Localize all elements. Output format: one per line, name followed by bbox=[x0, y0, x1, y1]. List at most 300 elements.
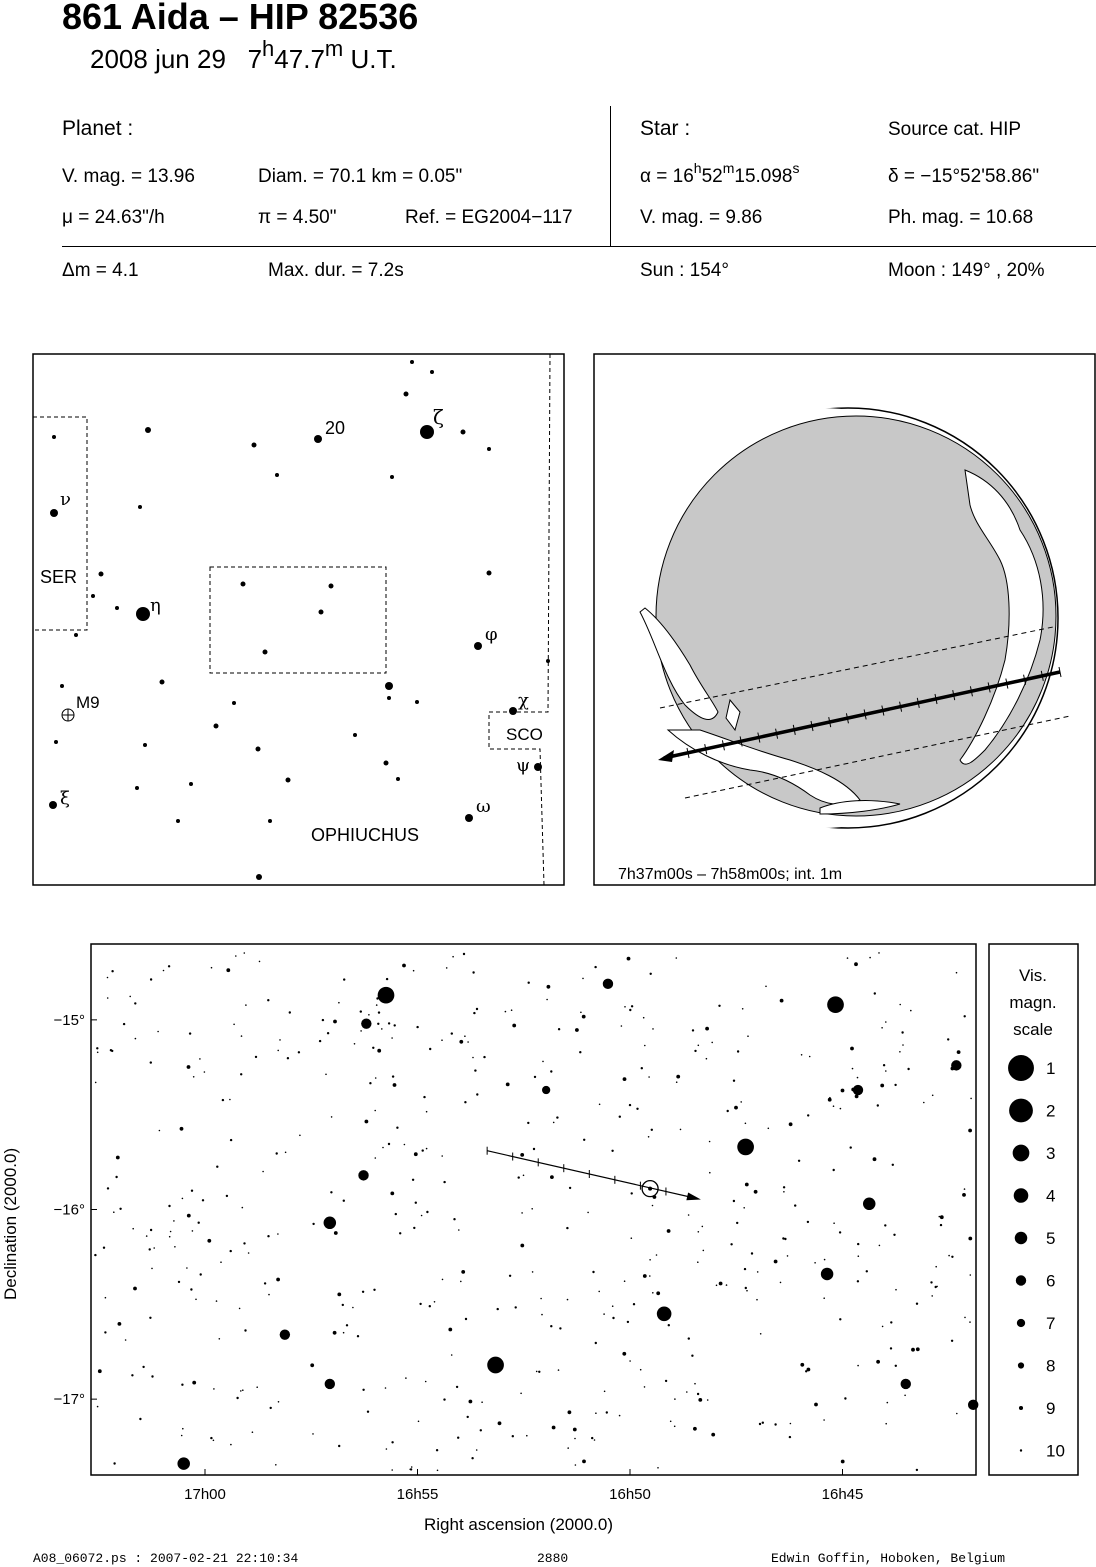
faint-star bbox=[688, 1337, 690, 1339]
faint-star bbox=[391, 1469, 393, 1471]
faint-star bbox=[245, 1004, 247, 1006]
faint-star bbox=[768, 1128, 770, 1130]
faint-star bbox=[189, 1032, 191, 1034]
faint-star bbox=[331, 1116, 333, 1118]
faint-star bbox=[456, 1386, 458, 1388]
label-m9: M9 bbox=[76, 693, 100, 712]
faint-star bbox=[476, 1449, 478, 1451]
faint-star bbox=[178, 1281, 180, 1283]
faint-star bbox=[692, 1029, 694, 1031]
faint-star bbox=[762, 1422, 764, 1424]
scale-title-2: magn. bbox=[1009, 993, 1057, 1012]
star-source: Source cat. HIP bbox=[888, 119, 1022, 140]
faint-star bbox=[566, 1227, 568, 1229]
catalog-star bbox=[324, 1217, 337, 1230]
faint-star bbox=[192, 1230, 194, 1232]
faint-star bbox=[334, 1231, 338, 1235]
faint-star bbox=[267, 999, 269, 1001]
faint-star bbox=[824, 1259, 826, 1261]
faint-star bbox=[509, 1275, 511, 1277]
faint-star bbox=[895, 1365, 897, 1367]
scale-value: 10 bbox=[1046, 1441, 1065, 1461]
faint-star bbox=[641, 1067, 643, 1069]
scale-value: 4 bbox=[1046, 1186, 1056, 1206]
path-arrowhead bbox=[686, 1192, 701, 1200]
faint-star bbox=[222, 1099, 224, 1101]
label-ser: SER bbox=[40, 567, 78, 587]
faint-star bbox=[885, 1423, 887, 1425]
faint-star bbox=[583, 1139, 585, 1141]
globe-caption: 7h37m00s – 7h58m00s; int. 1m bbox=[618, 866, 843, 883]
faint-star bbox=[391, 1441, 393, 1443]
event-minute: 47.7 bbox=[274, 44, 325, 74]
faint-star bbox=[877, 1104, 879, 1106]
faint-star bbox=[416, 1026, 418, 1028]
finder-star bbox=[99, 572, 104, 577]
finder-star bbox=[50, 509, 58, 517]
faint-star bbox=[874, 992, 876, 994]
scale-value: 8 bbox=[1046, 1356, 1056, 1376]
faint-star bbox=[123, 1023, 125, 1025]
faint-star bbox=[643, 1274, 647, 1278]
faint-star bbox=[850, 1047, 854, 1051]
faint-star bbox=[278, 1401, 280, 1403]
finder-star bbox=[390, 475, 394, 479]
faint-star bbox=[151, 1268, 153, 1270]
faint-star bbox=[784, 1238, 786, 1240]
time-scale: U.T. bbox=[350, 44, 397, 74]
finder-star bbox=[487, 571, 492, 576]
faint-star bbox=[362, 1291, 364, 1293]
finder-star bbox=[135, 786, 139, 790]
faint-star bbox=[624, 1280, 626, 1282]
label-chi: χ bbox=[518, 690, 529, 711]
faint-star bbox=[789, 1436, 791, 1438]
finder-star bbox=[263, 650, 268, 655]
faint-star bbox=[644, 1045, 646, 1047]
faint-star bbox=[807, 1114, 809, 1116]
faint-star bbox=[550, 1070, 552, 1072]
finder-star bbox=[461, 430, 466, 435]
faint-star bbox=[801, 1054, 803, 1056]
faint-star bbox=[98, 1369, 102, 1373]
faint-star bbox=[542, 1061, 544, 1063]
faint-star bbox=[534, 1076, 536, 1078]
faint-star bbox=[195, 1299, 197, 1301]
catalog-star bbox=[827, 996, 844, 1013]
faint-star bbox=[343, 1332, 345, 1334]
faint-star bbox=[200, 1273, 202, 1275]
faint-star bbox=[375, 1077, 377, 1079]
faint-star bbox=[697, 1261, 699, 1263]
faint-star bbox=[204, 1071, 206, 1073]
faint-star bbox=[880, 1084, 884, 1088]
faint-star bbox=[241, 1035, 243, 1037]
faint-star bbox=[235, 955, 237, 957]
ra-h-unit: h bbox=[693, 160, 702, 176]
faint-star bbox=[469, 1400, 473, 1404]
faint-star bbox=[587, 1212, 589, 1214]
faint-star bbox=[883, 1064, 885, 1066]
faint-star bbox=[694, 1383, 696, 1385]
faint-star bbox=[298, 1051, 300, 1053]
faint-star bbox=[648, 1136, 650, 1138]
faint-star bbox=[115, 1176, 117, 1178]
faint-star bbox=[388, 1022, 390, 1024]
faint-star bbox=[809, 1056, 811, 1058]
faint-star bbox=[823, 1297, 825, 1299]
finder-star bbox=[268, 819, 272, 823]
scale-title-1: Vis. bbox=[1018, 966, 1048, 985]
faint-star bbox=[399, 1232, 401, 1234]
faint-star bbox=[395, 1213, 397, 1215]
faint-star bbox=[782, 1237, 784, 1239]
faint-star bbox=[558, 1028, 560, 1030]
faint-star bbox=[111, 970, 113, 972]
faint-star bbox=[451, 1354, 453, 1356]
faint-star bbox=[709, 1172, 711, 1174]
faint-star bbox=[118, 1322, 122, 1326]
faint-star bbox=[706, 1058, 708, 1060]
faint-star bbox=[173, 1220, 175, 1222]
moon-info: Moon : 149° , 20% bbox=[888, 260, 1045, 281]
faint-star bbox=[459, 1040, 463, 1044]
faint-star bbox=[180, 1127, 184, 1131]
faint-star bbox=[528, 982, 530, 984]
faint-star bbox=[932, 1095, 934, 1097]
finder-star bbox=[353, 733, 357, 737]
faint-star bbox=[498, 1421, 502, 1425]
faint-star bbox=[213, 1440, 215, 1442]
faint-star bbox=[592, 1271, 594, 1273]
faint-star bbox=[342, 1304, 344, 1306]
max-duration: Max. dur. = 7.2s bbox=[268, 260, 404, 281]
finder-star bbox=[384, 761, 389, 766]
faint-star bbox=[798, 1160, 800, 1162]
faint-star bbox=[236, 1397, 238, 1399]
faint-star bbox=[885, 1021, 887, 1023]
faint-star bbox=[697, 1393, 699, 1395]
faint-star bbox=[553, 1122, 555, 1124]
faint-star bbox=[480, 1429, 482, 1431]
faint-star bbox=[242, 1207, 244, 1209]
faint-star bbox=[532, 1271, 534, 1273]
faint-star bbox=[523, 1175, 525, 1177]
faint-star bbox=[119, 1208, 121, 1210]
faint-star bbox=[146, 1235, 148, 1237]
faint-star bbox=[216, 1166, 218, 1168]
finder-star bbox=[534, 763, 542, 771]
faint-star bbox=[464, 1035, 466, 1037]
faint-star bbox=[240, 1390, 242, 1392]
faint-star bbox=[737, 1050, 739, 1052]
x-axis-label: Right ascension (2000.0) bbox=[424, 1515, 614, 1534]
faint-star bbox=[391, 1037, 393, 1039]
catalog-stars bbox=[177, 979, 978, 1470]
faint-star bbox=[252, 1431, 254, 1433]
faint-star bbox=[962, 1193, 966, 1197]
faint-star bbox=[676, 1075, 680, 1079]
scale-value: 5 bbox=[1046, 1229, 1056, 1248]
finder-stars bbox=[49, 360, 550, 880]
finder-star bbox=[143, 743, 147, 747]
faint-star bbox=[150, 1061, 152, 1063]
faint-star bbox=[472, 1057, 474, 1059]
faint-star bbox=[969, 1321, 971, 1323]
faint-star bbox=[240, 1073, 242, 1075]
faint-star bbox=[226, 1195, 228, 1197]
faint-star bbox=[457, 1437, 459, 1439]
planet-reference: Ref. = EG2004−117 bbox=[405, 207, 573, 228]
faint-star bbox=[357, 1335, 359, 1337]
finder-star bbox=[189, 782, 193, 786]
faint-star bbox=[230, 1250, 232, 1252]
faint-star bbox=[956, 1413, 958, 1415]
finder-star bbox=[49, 801, 57, 809]
faint-star bbox=[443, 1398, 445, 1400]
planet-motion: μ = 24.63"/h bbox=[62, 207, 165, 228]
faint-star bbox=[230, 1139, 232, 1141]
faint-star bbox=[207, 1239, 211, 1243]
faint-star bbox=[656, 1254, 658, 1256]
faint-star bbox=[135, 1038, 137, 1040]
planet-parallax: π = 4.50" bbox=[258, 207, 337, 228]
faint-star bbox=[774, 1423, 776, 1425]
faint-star bbox=[866, 1270, 868, 1272]
catalog-star bbox=[177, 1457, 190, 1470]
faint-star bbox=[471, 1457, 473, 1459]
faint-star bbox=[931, 1295, 933, 1297]
faint-star bbox=[521, 1212, 523, 1214]
faint-star bbox=[333, 1331, 337, 1335]
faint-star bbox=[467, 1416, 469, 1418]
x-tick-label: 16h55 bbox=[396, 1486, 439, 1503]
faint-star bbox=[405, 1377, 407, 1379]
faint-star bbox=[325, 1074, 327, 1076]
faint-star bbox=[556, 1116, 558, 1118]
faint-star bbox=[385, 1387, 387, 1389]
faint-star bbox=[652, 1205, 654, 1207]
faint-star bbox=[869, 957, 871, 959]
faint-star bbox=[338, 1002, 340, 1004]
faint-star bbox=[255, 1056, 257, 1058]
faint-star bbox=[711, 1042, 713, 1044]
faint-star bbox=[939, 1216, 941, 1218]
faint-star bbox=[453, 1218, 455, 1220]
faint-star bbox=[854, 962, 858, 966]
faint-star bbox=[226, 968, 230, 972]
faint-star bbox=[142, 1366, 144, 1368]
faint-star bbox=[839, 1318, 841, 1320]
faint-star bbox=[422, 1149, 424, 1151]
faint-star bbox=[674, 1398, 676, 1400]
faint-star bbox=[368, 1014, 370, 1016]
faint-star bbox=[823, 1419, 825, 1421]
faint-star bbox=[413, 970, 415, 972]
faint-star bbox=[805, 1370, 807, 1372]
faint-star bbox=[133, 1287, 137, 1291]
faint-star bbox=[740, 1101, 742, 1103]
faint-star bbox=[743, 1207, 745, 1209]
faint-star bbox=[464, 1101, 466, 1103]
faint-star bbox=[330, 1191, 332, 1193]
faint-star bbox=[437, 1470, 439, 1472]
faint-star bbox=[285, 1152, 287, 1154]
faint-star bbox=[157, 1031, 159, 1033]
faint-star bbox=[756, 1299, 758, 1301]
faint-star bbox=[894, 1084, 896, 1086]
scale-value: 3 bbox=[1046, 1144, 1056, 1163]
label-20: 20 bbox=[325, 418, 346, 438]
faint-star bbox=[852, 1068, 854, 1070]
faint-star bbox=[916, 1303, 918, 1305]
faint-star bbox=[742, 1008, 744, 1010]
faint-star bbox=[719, 1282, 723, 1286]
faint-star bbox=[310, 1363, 314, 1367]
event-date: 2008 jun 29 bbox=[90, 44, 226, 74]
faint-star bbox=[594, 966, 596, 968]
faint-star bbox=[381, 1028, 383, 1030]
faint-star bbox=[473, 1012, 475, 1014]
faint-star bbox=[169, 1236, 171, 1238]
faint-star bbox=[394, 1024, 396, 1026]
faint-star bbox=[476, 1093, 478, 1095]
faint-star bbox=[546, 999, 548, 1001]
faint-star bbox=[559, 1327, 561, 1329]
scale-dot bbox=[1019, 1406, 1023, 1410]
catalog-star bbox=[280, 1329, 290, 1339]
faint-star bbox=[882, 1326, 884, 1328]
path-line bbox=[487, 1151, 695, 1198]
faint-star bbox=[707, 1399, 709, 1401]
finder-star bbox=[256, 747, 261, 752]
faint-star bbox=[840, 1108, 842, 1110]
faint-star bbox=[711, 1433, 715, 1437]
faint-star bbox=[94, 1254, 96, 1256]
target-star bbox=[648, 1187, 652, 1191]
faint-star bbox=[879, 1245, 881, 1247]
scale-dot bbox=[1020, 1449, 1022, 1451]
scale-value: 6 bbox=[1046, 1271, 1056, 1291]
catalog-star bbox=[737, 1139, 754, 1156]
faint-star bbox=[911, 1348, 915, 1352]
faint-star bbox=[651, 1129, 653, 1131]
faint-star bbox=[256, 1386, 258, 1388]
star-chart-frame bbox=[91, 944, 976, 1475]
faint-star bbox=[210, 1437, 212, 1439]
faint-star bbox=[150, 978, 152, 980]
faint-star bbox=[757, 1271, 759, 1273]
faint-star bbox=[248, 1252, 250, 1254]
faint-star bbox=[759, 1423, 761, 1425]
faint-star bbox=[402, 964, 406, 968]
faint-star bbox=[396, 1127, 398, 1129]
faint-star bbox=[899, 1051, 901, 1053]
faint-star bbox=[333, 1020, 337, 1024]
finder-star bbox=[546, 659, 550, 663]
faint-star bbox=[892, 1164, 894, 1166]
faint-star bbox=[390, 1192, 394, 1196]
faint-star bbox=[97, 1406, 99, 1408]
faint-star bbox=[890, 1321, 892, 1323]
faint-star bbox=[878, 952, 880, 954]
faint-star bbox=[964, 1015, 966, 1017]
faint-star bbox=[774, 1260, 778, 1264]
faint-star bbox=[244, 1329, 246, 1331]
faint-star bbox=[299, 1135, 301, 1137]
faint-star bbox=[622, 1352, 626, 1356]
faint-star bbox=[168, 965, 170, 967]
sco-boundary bbox=[489, 354, 550, 885]
scale-dot bbox=[1016, 1275, 1026, 1285]
faint-star bbox=[857, 1243, 859, 1245]
faint-star bbox=[901, 1031, 903, 1033]
faint-star bbox=[787, 1255, 789, 1257]
faint-star bbox=[604, 1391, 606, 1393]
faint-star bbox=[411, 1466, 413, 1468]
finder-star bbox=[145, 427, 151, 433]
faint-star bbox=[558, 1369, 560, 1371]
faint-star bbox=[264, 1282, 266, 1284]
faint-star bbox=[857, 1365, 859, 1367]
faint-star bbox=[780, 999, 784, 1003]
faint-star bbox=[107, 977, 109, 979]
faint-star bbox=[814, 1262, 816, 1264]
scale-dot bbox=[1015, 1232, 1028, 1245]
faint-star bbox=[220, 1261, 222, 1263]
faint-star bbox=[857, 1077, 859, 1079]
footer-number: 2880 bbox=[537, 1551, 569, 1566]
faint-star bbox=[423, 1096, 425, 1098]
faint-star bbox=[644, 1386, 646, 1388]
faint-star bbox=[352, 1307, 354, 1309]
faint-star bbox=[463, 953, 465, 955]
faint-star bbox=[624, 1006, 626, 1008]
field-box bbox=[210, 567, 386, 673]
page-title: 861 Aida – HIP 82536 bbox=[62, 0, 419, 37]
faint-star bbox=[377, 1049, 381, 1053]
faint-star bbox=[441, 1039, 443, 1041]
faint-star bbox=[105, 1297, 107, 1299]
finder-star bbox=[54, 740, 58, 744]
faint-star bbox=[902, 1044, 904, 1046]
faint-star bbox=[582, 1460, 586, 1464]
faint-star bbox=[436, 1449, 438, 1451]
faint-star bbox=[595, 1412, 597, 1414]
faint-star bbox=[907, 1068, 909, 1070]
faint-star bbox=[899, 1004, 901, 1006]
star-phmag: Ph. mag. = 10.68 bbox=[888, 207, 1034, 228]
faint-star bbox=[134, 1002, 136, 1004]
star-heading: Star : bbox=[640, 117, 691, 140]
faint-star bbox=[107, 1187, 109, 1189]
faint-star bbox=[649, 1259, 651, 1261]
faint-star bbox=[239, 1308, 241, 1310]
faint-star bbox=[174, 1246, 176, 1248]
faint-star bbox=[476, 1008, 478, 1010]
faint-star bbox=[910, 1010, 912, 1012]
faint-star bbox=[807, 1221, 809, 1223]
hour-unit: h bbox=[262, 36, 275, 61]
faint-star bbox=[103, 1247, 105, 1249]
finder-star bbox=[232, 701, 236, 705]
faint-star bbox=[413, 1227, 415, 1229]
faint-star bbox=[187, 1214, 191, 1218]
faint-star bbox=[441, 1155, 443, 1157]
faint-star bbox=[643, 1017, 645, 1019]
faint-star bbox=[540, 1298, 542, 1300]
faint-star bbox=[426, 1211, 428, 1213]
